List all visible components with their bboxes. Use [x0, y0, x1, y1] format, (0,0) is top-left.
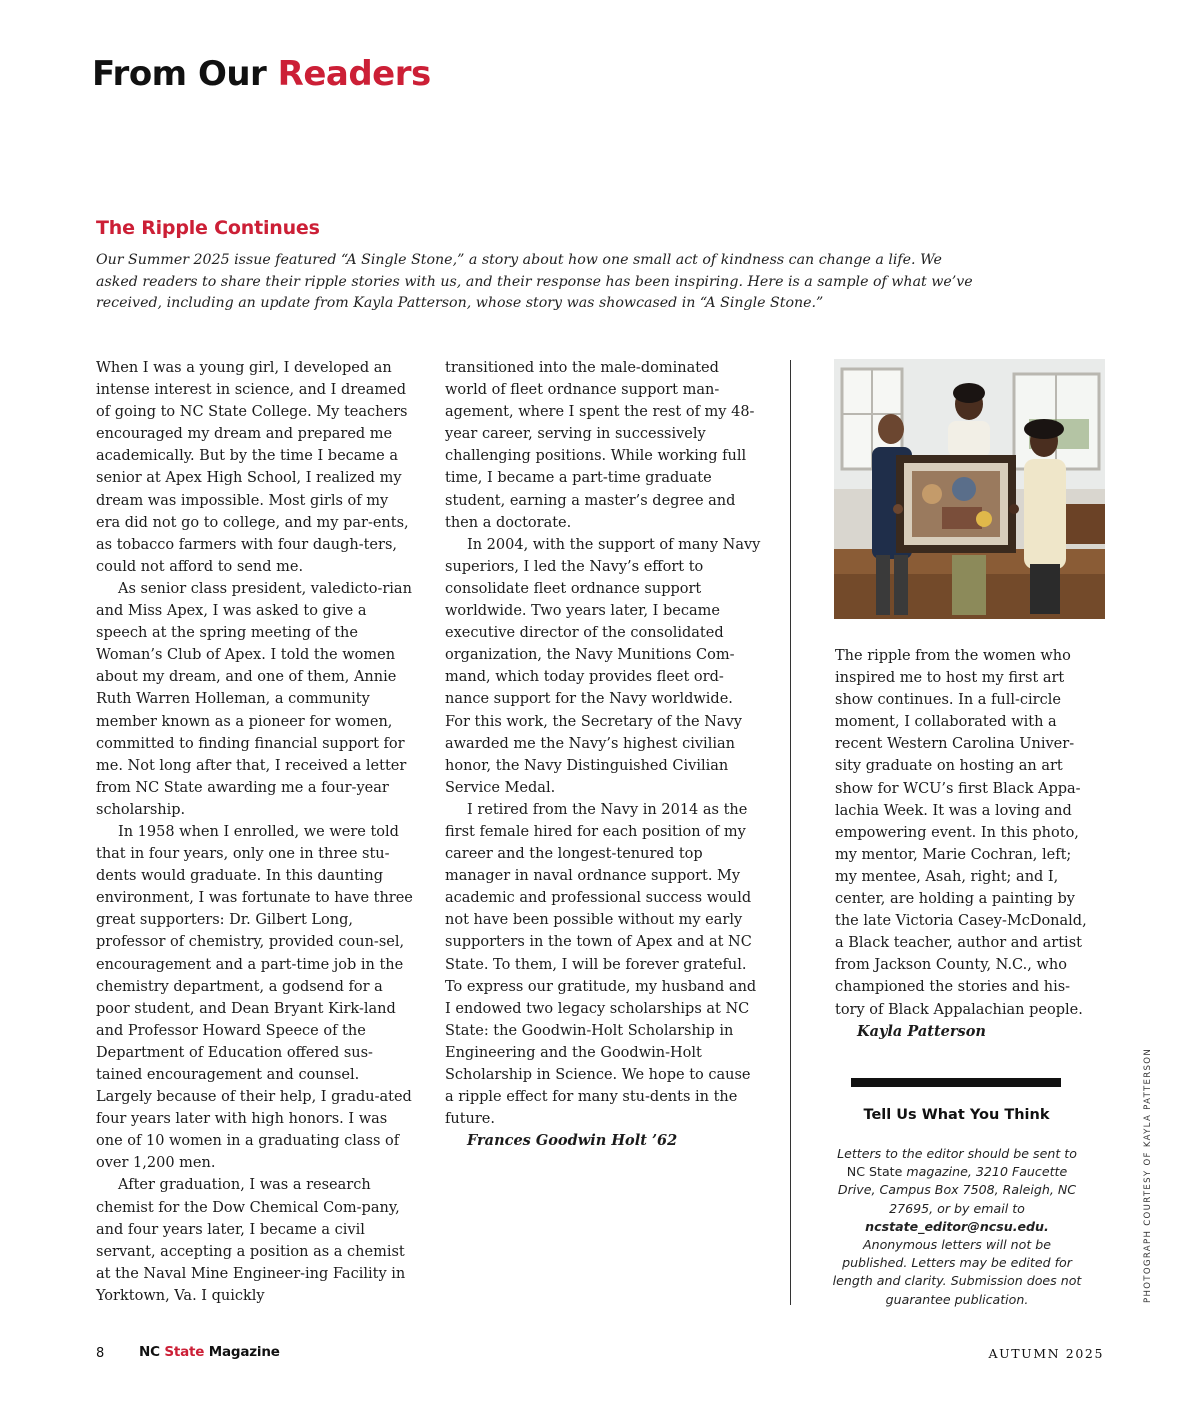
paragraph: As senior class president, valedicto-rian and Miss Apex, I was asked to give a speech at the spring meeting of the Woman’s Club of Apex. I told the women about my dream, and one of them, Annie Ruth Warren Holleman, a community member known as a pioneer for women, committed to finding financial support for me. Not long after that, I received a letter from NC State awarding me a four-year scholarship. — [96, 580, 412, 818]
paragraph: I retired from the Navy in 2014 as the first female hired for each position of my career and the longest-tenured top manager in naval ordnance support. My academic and professional success would not have been possible without my early supporters in the town of Apex and at NC State. To them, I will be forever grateful. To express our gratitude, my husband and I endowed two legacy scholarships at NC State: the Goodwin-Holt Scholarship in Engineering and the Goodwin-Holt Scholarship in Science. We hope to cause a ripple effect for many stu-dents in the future. — [445, 801, 757, 1128]
feedback-rule — [851, 1078, 1061, 1087]
page-title-part1: From Our — [92, 54, 278, 94]
magazine-name-rest: Magazine — [204, 1344, 280, 1360]
paragraph: In 2004, with the support of many Navy superiors, I led the Navy’s effort to consolidate fleet ordnance support worldwide. Two years later, I became executive director of the consolidated organization, the Navy Munitions Com-mand, which today provides fleet ord-nance support for the Navy worldwide. For this work, the Secretary of the Navy awarded me the Navy’s highest civilian honor, the Navy Distinguished Civilian Service Medal. — [445, 536, 761, 796]
section-intro: Our Summer 2025 issue featured “A Single Stone,” a story about how one small act of kindness can change a life. We asked readers to share their ripple stories with us, and their response has been inspiring. Here is a sample of what we’ve received, including an update from Kayla Patterson, whose story was showcased in “A Single Stone.” — [96, 252, 973, 311]
magazine-name — [139, 1344, 280, 1360]
issue-label: AUTUMN 2025 — [988, 1346, 1104, 1361]
magazine-name-nc: NC — [139, 1344, 165, 1360]
page-title — [92, 56, 431, 93]
letter-1-column-1 — [96, 357, 414, 1307]
feedback-text: magazine, 3210 Faucette Drive, Campus Box 7508, Raleigh, NC 27695, or by email to — [837, 1164, 1077, 1216]
paragraph: When I was a young girl, I developed an intense interest in science, and I dreamed of going to NC State College. My teachers encouraged my dream and prepared me academically. But by the time I became a senior at Apex High School, I realized my dream was impossible. Most girls of my era did not go to college, and my par-ents, as tobacco farmers with four daugh-ters, could not afford to send me. — [96, 360, 409, 575]
page-number: 8 — [96, 1346, 105, 1361]
letter-signature: Kayla Patterson — [857, 1022, 986, 1040]
page-title-accent: Readers — [277, 54, 431, 94]
feedback-magazine-name: NC State — [846, 1164, 903, 1180]
feedback-body — [832, 1145, 1082, 1309]
letter-2-column — [835, 645, 1097, 1043]
editor-email-link[interactable]: ncstate_editor@ncsu.edu. — [865, 1218, 1049, 1234]
paragraph: After graduation, I was a research chemist for the Dow Chemical Com-pany, and four years later, I became a civil servant, accepting a position as a chemist at the Naval Mine Engineer-ing Facility in Yorktown, Va. I quickly — [96, 1177, 406, 1304]
paragraph: The ripple from the women who inspired me to host my first art show continues. In a full-circle moment, I collaborated with a recent Western Carolina Univer-sity graduate on hosting an art show for WCU’s first Black Appa-lachia Week. It was a loving and empowering event. In this photo, my mentor, Marie Cochran, left; my mentee, Asah, right; and I, center, are holding a painting by the late Victoria Casey-McDonald, a Black teacher, author and artist from Jackson County, N.C., who championed the stories and his-tory of Black Appalachian people. — [835, 648, 1087, 1018]
paragraph: transitioned into the male-dominated world of fleet ordnance support man-agement, where I spent the rest of my 48-year career, serving in successively challenging positions. While working full time, I became a part-time graduate student, earning a master’s degree and then a doctorate. — [445, 360, 755, 531]
column-divider — [790, 360, 791, 1305]
feedback-text: Anonymous letters will not be published. Letters may be edited for length and clarity. Submission does not guarantee publication. — [832, 1237, 1082, 1307]
section-heading: The Ripple Continues — [96, 217, 320, 239]
letter-signature: Frances Goodwin Holt ’62 — [467, 1132, 678, 1150]
feedback-text: Letters to the editor should be sent to — [837, 1146, 1077, 1161]
feedback-title: Tell Us What You Think — [863, 1107, 1050, 1123]
letter-1-column-2 — [445, 357, 761, 1152]
magazine-name-state: State — [164, 1344, 205, 1360]
photo-credit: PHOTOGRAPH COURTESY OF KAYLA PATTERSON — [1143, 1047, 1153, 1303]
reader-photo — [834, 359, 1105, 619]
paragraph: In 1958 when I enrolled, we were told that in four years, only one in three stu-dents would graduate. In this daunting environment, I was fortunate to have three great supporters: Dr. Gilbert Long, professor of chemistry, provided coun-sel, encouragement and a part-time job in the chemistry department, a godsend for a poor student, and Dean Bryant Kirk-land and Professor Howard Speece of the Department of Education offered sus-tained encouragement and counsel. Largely because of their help, I gradu-ated four years later with high honors. I was one of 10 women in a graduating class of over 1,200 men. — [96, 823, 413, 1172]
